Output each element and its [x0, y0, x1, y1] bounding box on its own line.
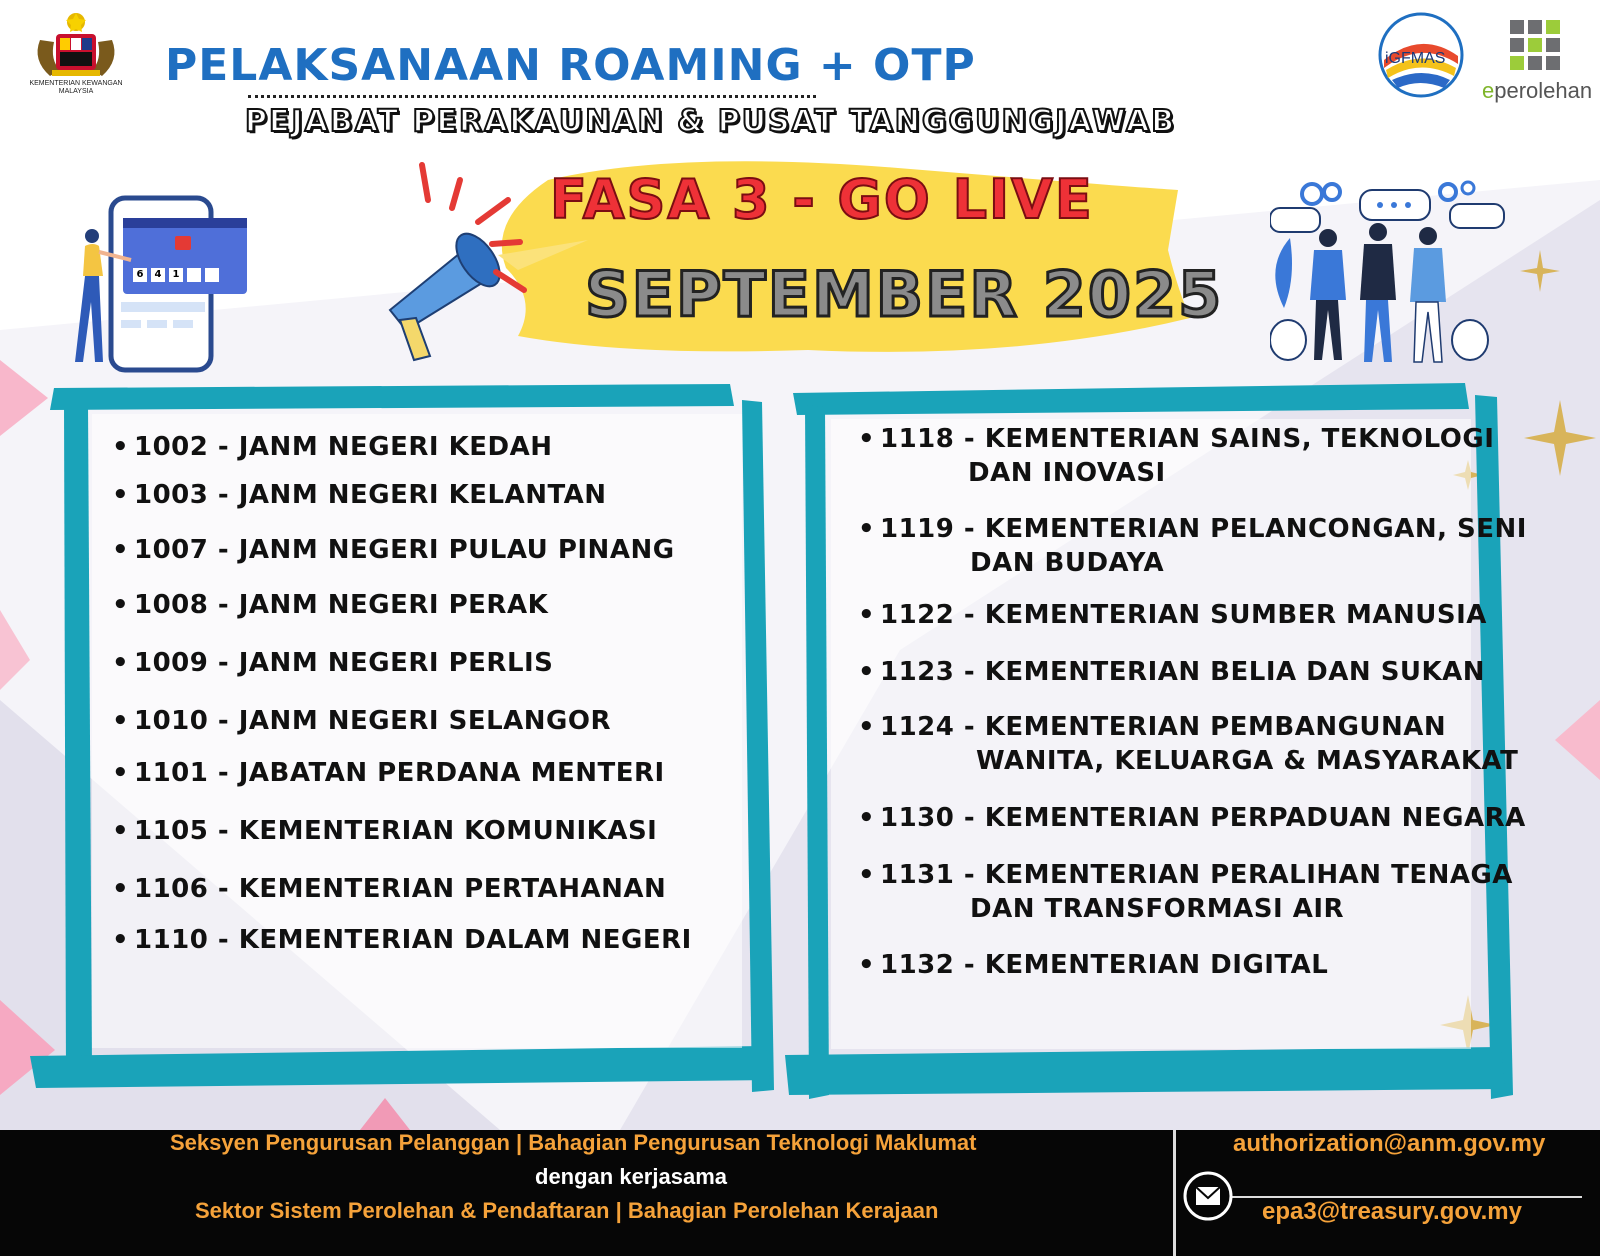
- page-title: PELAKSANAAN ROAMING + OTP: [165, 40, 976, 91]
- bullet-icon: •: [858, 712, 876, 742]
- title-dotted-divider: [248, 95, 816, 98]
- igfmas-label: iGFMAS: [1385, 50, 1446, 67]
- bullet-icon: •: [112, 874, 130, 904]
- list-item: [112, 590, 549, 620]
- bullet-icon: •: [112, 758, 130, 788]
- list-item-text: 1010 - JANM NEGERI SELANGOR: [134, 706, 612, 736]
- team-discussion-illustration: [1270, 180, 1510, 370]
- list-item: [112, 648, 554, 678]
- list-item-continuation: WANITA, KELUARGA & MASYARAKAT: [976, 746, 1519, 776]
- list-item-text: 1003 - JANM NEGERI KELANTAN: [134, 480, 607, 510]
- list-item: [858, 514, 1527, 578]
- bullet-icon: •: [112, 925, 130, 955]
- bullet-icon: •: [112, 816, 130, 846]
- mail-icon: [1182, 1170, 1234, 1222]
- list-item: [112, 432, 553, 462]
- list-item-text: 1122 - KEMENTERIAN SUMBER MANUSIA: [880, 600, 1487, 630]
- phone-otp-illustration: [55, 190, 255, 380]
- bullet-icon: •: [112, 590, 130, 620]
- list-item-text: 1002 - JANM NEGERI KEDAH: [134, 432, 553, 462]
- eperolehan-e: e: [1482, 78, 1495, 103]
- list-item-continuation: DAN INOVASI: [968, 458, 1166, 488]
- ministry-name-line2: MALAYSIA: [58, 88, 94, 95]
- list-item: [858, 657, 1486, 687]
- list-item-text: 1106 - KEMENTERIAN PERTAHANAN: [134, 874, 667, 904]
- list-item-text: 1008 - JANM NEGERI PERAK: [134, 590, 549, 620]
- bullet-icon: •: [112, 706, 130, 736]
- footer-bar: [0, 1130, 1600, 1256]
- list-item: [858, 803, 1526, 833]
- list-item-text: 1123 - KEMENTERIAN BELIA DAN SUKAN: [880, 657, 1486, 687]
- eperolehan-text: perolehan: [1494, 78, 1593, 103]
- go-live-month: SEPTEMBER 2025: [585, 258, 1224, 331]
- list-item-text: 1119 - KEMENTERIAN PELANCONGAN, SENI: [880, 514, 1527, 544]
- email-link-epa3[interactable]: epa3@treasury.gov.my: [1262, 1198, 1522, 1225]
- otp-digit: 1: [169, 268, 183, 282]
- bullet-icon: •: [112, 432, 130, 462]
- list-item-text: 1124 - KEMENTERIAN PEMBANGUNAN: [880, 712, 1447, 742]
- otp-input-boxes: [133, 268, 219, 282]
- list-item-text: 1101 - JABATAN PERDANA MENTERI: [134, 758, 665, 788]
- list-item: [858, 950, 1329, 980]
- footer-vertical-divider: [1173, 1130, 1176, 1256]
- bullet-icon: •: [858, 657, 876, 687]
- list-item: [112, 925, 692, 955]
- ministry-name-line1: KEMENTERIAN KEWANGAN: [29, 80, 123, 87]
- list-item: [112, 706, 612, 736]
- email-link-authorization[interactable]: authorization@anm.gov.my: [1233, 1130, 1546, 1157]
- bullet-icon: •: [112, 480, 130, 510]
- list-item-text: 1007 - JANM NEGERI PULAU PINANG: [134, 535, 675, 565]
- list-item-continuation: DAN TRANSFORMASI AIR: [970, 894, 1345, 924]
- list-item-continuation: DAN BUDAYA: [970, 548, 1165, 578]
- otp-digit: 4: [151, 268, 165, 282]
- eperolehan-logo-icon: [1508, 18, 1568, 74]
- list-item: [858, 712, 1519, 776]
- footer-line-2: dengan kerjasama: [535, 1164, 727, 1189]
- list-item-text: 1132 - KEMENTERIAN DIGITAL: [880, 950, 1329, 980]
- phase-label: FASA 3 - GO LIVE: [550, 168, 1094, 231]
- list-item-text: 1118 - KEMENTERIAN SAINS, TEKNOLOGI: [880, 424, 1495, 454]
- bullet-icon: •: [858, 950, 876, 980]
- eperolehan-label: [1482, 78, 1592, 104]
- list-item: [858, 600, 1487, 630]
- list-item: [858, 424, 1495, 488]
- list-item-text: 1130 - KEMENTERIAN PERPADUAN NEGARA: [880, 803, 1526, 833]
- list-item: [112, 758, 665, 788]
- page-subtitle: PEJABAT PERAKAUNAN & PUSAT TANGGUNGJAWAB: [245, 104, 1177, 139]
- otp-digit: [205, 268, 219, 282]
- bullet-icon: •: [112, 535, 130, 565]
- bullet-icon: •: [858, 860, 876, 890]
- list-item-text: 1131 - KEMENTERIAN PERALIHAN TENAGA: [880, 860, 1513, 890]
- list-item: [112, 816, 658, 846]
- list-item-text: 1105 - KEMENTERIAN KOMUNIKASI: [134, 816, 658, 846]
- list-item-text: 1009 - JANM NEGERI PERLIS: [134, 648, 554, 678]
- list-item: [112, 874, 667, 904]
- footer-line-3: Sektor Sistem Perolehan & Pendaftaran | Bahagian Perolehan Kerajaan: [195, 1198, 939, 1223]
- list-item: [112, 535, 675, 565]
- list-item-text: 1110 - KEMENTERIAN DALAM NEGERI: [134, 925, 692, 955]
- list-item: [858, 860, 1513, 924]
- ministry-crest-logo: [30, 10, 122, 82]
- bullet-icon: •: [858, 600, 876, 630]
- bullet-icon: •: [112, 648, 130, 678]
- otp-digit: 6: [133, 268, 147, 282]
- footer-line-1: Seksyen Pengurusan Pelanggan | Bahagian Pengurusan Teknologi Maklumat: [170, 1130, 977, 1155]
- megaphone-icon: [360, 160, 540, 370]
- bullet-icon: •: [858, 803, 876, 833]
- otp-digit: [187, 268, 201, 282]
- bullet-icon: •: [858, 424, 876, 454]
- bullet-icon: •: [858, 514, 876, 544]
- list-item: [112, 480, 607, 510]
